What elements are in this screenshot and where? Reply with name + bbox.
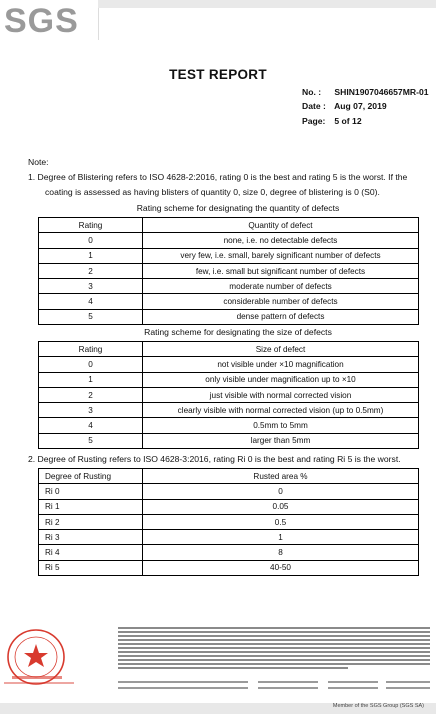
note-label: Note: [28, 157, 49, 167]
table-cell: 1 [143, 530, 419, 545]
table-row [39, 233, 419, 248]
table-row [39, 433, 419, 448]
table-cell: 0 [39, 357, 143, 372]
size-table [38, 341, 419, 449]
table-cell: 4 [39, 418, 143, 433]
table-cell: considerable number of defects [143, 294, 419, 309]
table-cell: 1 [39, 372, 143, 387]
report-page [302, 116, 362, 126]
table-header-cell: Rusted area % [143, 469, 419, 484]
table-cell: 3 [39, 279, 143, 294]
table-cell: 0.5 [143, 514, 419, 529]
table-cell: 2 [39, 387, 143, 402]
table-cell: larger than 5mm [143, 433, 419, 448]
table-row [39, 309, 419, 324]
table-cell: 8 [143, 545, 419, 560]
table-cell: Ri 5 [39, 560, 143, 575]
table-row [39, 294, 419, 309]
table-row [39, 357, 419, 372]
report-number [302, 87, 429, 97]
table-row [39, 530, 419, 545]
table-cell: 4 [39, 294, 143, 309]
table-row [39, 387, 419, 402]
table-cell: none, i.e. no detectable defects [143, 233, 419, 248]
table-header-cell: Degree of Rusting [39, 469, 143, 484]
table-cell: 40-50 [143, 560, 419, 575]
table-cell: 5 [39, 309, 143, 324]
table-header-row [39, 469, 419, 484]
table-cell: clearly visible with normal corrected vision (up to 0.5mm) [143, 403, 419, 418]
table-row [39, 372, 419, 387]
table-row [39, 514, 419, 529]
quantity-table [38, 217, 419, 325]
blistering-note-line2: coating is assessed as having blisters of quantity 0, size 0, degree of blistering is 0 (S0). [45, 187, 380, 197]
report-date-label: Date : [302, 101, 326, 111]
table-header-cell: Rating [39, 218, 143, 233]
official-stamp [4, 624, 114, 688]
table-cell: 0 [143, 484, 419, 499]
table-row [39, 560, 419, 575]
legal-fine-print [118, 627, 430, 701]
sgs-logo: SGS [4, 2, 79, 40]
table2-caption: Rating scheme for designating the size of defects [144, 327, 332, 337]
table-cell: 0 [39, 233, 143, 248]
report-number-value: SHIN1907046657MR-01 [334, 87, 429, 97]
table-row [39, 499, 419, 514]
table-cell: dense pattern of defects [143, 309, 419, 324]
table-cell: just visible with normal corrected vision [143, 387, 419, 402]
table-header-cell: Size of defect [143, 342, 419, 357]
table-header-row [39, 342, 419, 357]
table-cell: Ri 0 [39, 484, 143, 499]
table-row [39, 263, 419, 278]
table-cell: not visible under ×10 magnification [143, 357, 419, 372]
table-cell: 0.05 [143, 499, 419, 514]
blistering-note-line1: 1. Degree of Blistering refers to ISO 4628-2:2016, rating 0 is the best and rating 5 is the worst. If the [28, 172, 408, 182]
table-cell: 5 [39, 433, 143, 448]
table-cell: 0.5mm to 5mm [143, 418, 419, 433]
table-cell: only visible under magnification up to ×10 [143, 372, 419, 387]
table-row [39, 418, 419, 433]
table-cell: 1 [39, 248, 143, 263]
rusting-note: 2. Degree of Rusting refers to ISO 4628-3:2016, rating Ri 0 is the best and rating Ri 5 is the worst. [28, 454, 401, 464]
table-header-row [39, 218, 419, 233]
sgs-member-text: Member of the SGS Group (SGS SA) [332, 703, 424, 709]
report-page-value: 5 of 12 [334, 116, 362, 126]
table-cell: 2 [39, 263, 143, 278]
table-cell: Ri 2 [39, 514, 143, 529]
report-number-label: No. : [302, 87, 322, 97]
table-cell: few, i.e. small but significant number of defects [143, 263, 419, 278]
table1-caption: Rating scheme for designating the quantity of defects [136, 203, 340, 213]
table-row [39, 484, 419, 499]
report-page-label: Page: [302, 116, 326, 126]
report-title: TEST REPORT [169, 67, 267, 82]
table-row [39, 248, 419, 263]
table-cell: moderate number of defects [143, 279, 419, 294]
report-date [302, 101, 387, 111]
table-row [39, 279, 419, 294]
table-row [39, 403, 419, 418]
report-date-value: Aug 07, 2019 [334, 101, 387, 111]
rusting-table [38, 468, 419, 576]
table-header-cell: Rating [39, 342, 143, 357]
table-header-cell: Quantity of defect [143, 218, 419, 233]
table-cell: very few, i.e. small, barely significant number of defects [143, 248, 419, 263]
table-row [39, 545, 419, 560]
header-band [98, 0, 436, 8]
table-cell: Ri 3 [39, 530, 143, 545]
table-cell: 3 [39, 403, 143, 418]
table-cell: Ri 1 [39, 499, 143, 514]
table-cell: Ri 4 [39, 545, 143, 560]
